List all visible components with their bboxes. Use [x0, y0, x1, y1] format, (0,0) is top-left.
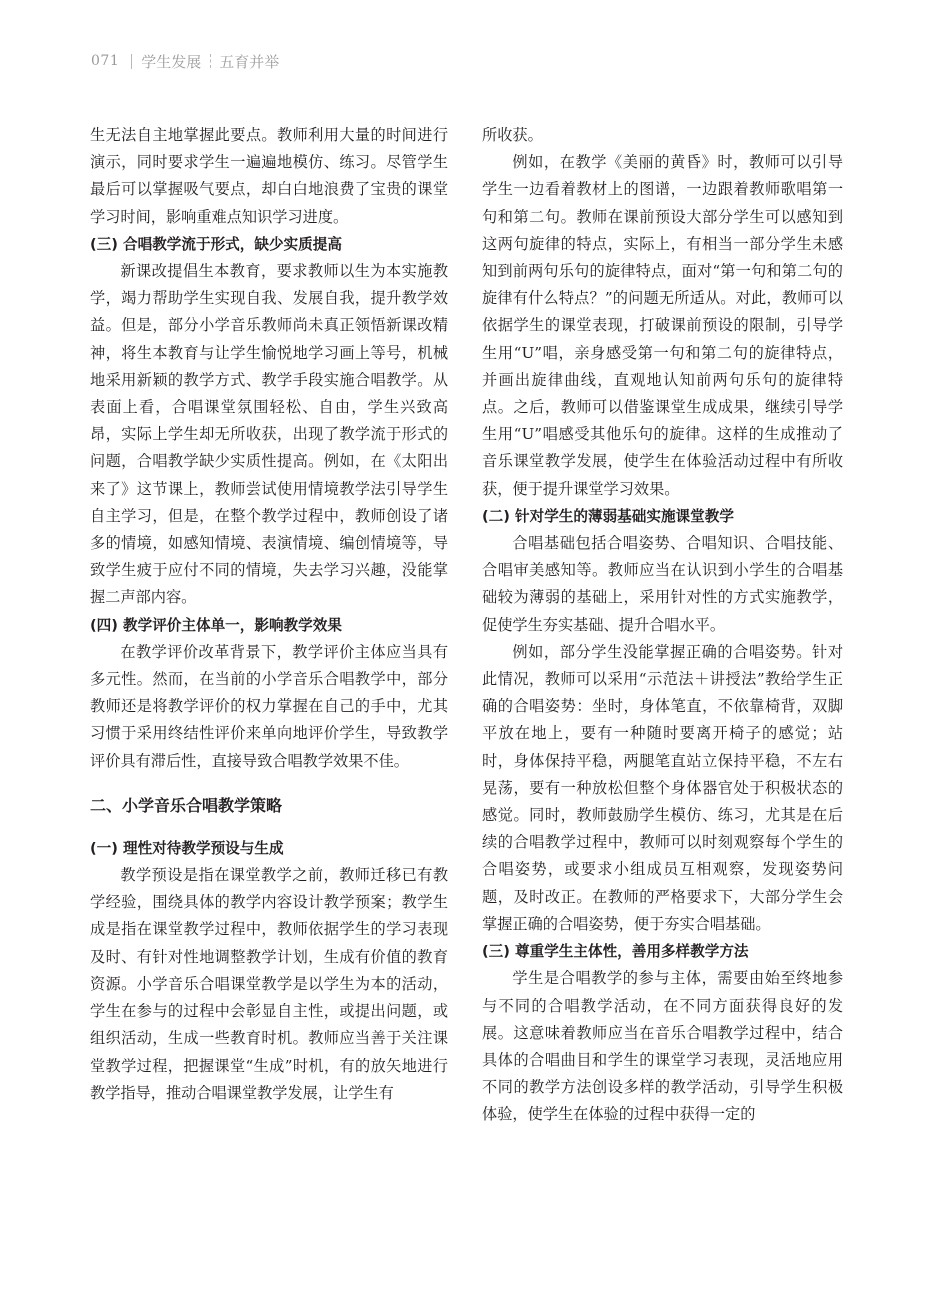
left-column	[90, 122, 448, 1107]
running-header	[91, 48, 279, 74]
right-column	[482, 122, 843, 1129]
paragraph: 学生是合唱教学的参与主体，需要由始至终地参与不同的合唱教学活动，在不同方面获得良好的发展。这意味着教师应当在音乐合唱教学过程中，结合具体的合唱曲目和学生的课堂学习表现，灵活地应用不同的教学方法创设多样的教学活动，引导学生积极体验，使学生在体验的过程中获得一定的	[482, 969, 843, 1124]
section-heading: (二) 针对学生的薄弱基础实施课堂教学	[482, 507, 734, 525]
paragraph: 例如，在教学《美丽的黄昏》时，教师可以引导学生一边看着教材上的图谱，一边跟着教师歌唱第一句和第二句。教师在课前预设大部分学生可以感知到这两句旋律的特点，实际上，有相当一部分学生未感知到前两句乐句的旋律特点，面对“第一句和第二句的旋律有什么特点？”的问题无所适从。对此，教师可以依据学生的课堂表现，打破课前预设的限制，引导学生用“U”唱，亲身感受第一句和第二句的旋律特点，并画出旋律曲线，直观地认知前两句乐句的旋律特点。之后，教师可以借鉴课堂生成成果，继续引导学生用“U”唱感受其他乐句的旋律。这样的生成推动了音乐课堂教学发展，使学生在体验活动过程中有所收获，便于提升课堂学习效果。	[482, 153, 843, 498]
paragraph: 例如，部分学生没能掌握正确的合唱姿势。针对此情况，教师可以采用“示范法＋讲授法”教给学生正确的合唱姿势：坐时，身体笔直，不依靠椅背，双脚平放在地上，要有一种随时要离开椅子的感觉；站时，身体保持平稳，两腿笔直站立保持平稳，不左右晃荡，要有一种放松但整个身体器官处于积极状态的感觉。同时，教师鼓励学生模仿、练习，尤其是在后续的合唱教学过程中，教师可以时刻观察每个学生的合唱姿势，或要求小组成员互相观察，发现姿势问题，及时改正。在教师的严格要求下，大部分学生会掌握正确的合唱姿势，便于夯实合唱基础。	[482, 642, 843, 933]
header-subsection: 五育并举	[219, 52, 280, 71]
header-dashed-divider	[210, 54, 211, 68]
paragraph: 在教学评价改革背景下，教学评价主体应当具有多元性。然而，在当前的小学音乐合唱教学中，部分教师还是将教学评价的权力掌握在自己的手中，尤其习惯于采用终结性评价来单向地评价学生，导致教学评价具有滞后性，直接导致合唱教学效果不佳。	[90, 642, 448, 770]
paragraph: 教学预设是指在课堂教学之前，教师迁移已有教学经验，围绕具体的教学内容设计教学预案；教学生成是指在课堂教学过程中，教师依据学生的学习表现及时、有针对性地调整教学计划，生成有价值的教育资源。小学音乐合唱课堂教学是以学生为本的活动，学生在参与的过程中会彰显自主性，或提出问题，或组织活动，生成一些教育时机。教师应当善于关注课堂教学过程，把握课堂“生成”时机，有的放矢地进行教学指导，推动合唱课堂教学发展，让学生有	[90, 866, 448, 1102]
header-divider	[131, 54, 132, 69]
paragraph: 合唱基础包括合唱姿势、合唱知识、合唱技能、合唱审美感知等。教师应当在认识到小学生的合唱基础较为薄弱的基础上，采用针对性的方式实施教学，促使学生夯实基础、提升合唱水平。	[482, 534, 843, 634]
section-heading: (三) 合唱教学流于形式，缺少实质提高	[90, 235, 342, 253]
chapter-heading: 二、小学音乐合唱教学策略	[90, 795, 283, 815]
header-section: 学生发展	[141, 52, 202, 71]
section-heading: (一) 理性对待教学预设与生成	[90, 839, 284, 857]
page-number: 071	[91, 53, 120, 69]
paragraph: 新课改提倡生本教育，要求教师以生为本实施教学，竭力帮助学生实现自我、发展自我，提升教学效益。但是，部分小学音乐教师尚未真正领悟新课改精神，将生本教育与让学生愉悦地学习画上等号，机械地采用新颖的教学方式、教学手段实施合唱教学。从表面上看，合唱课堂氛围轻松、自由，学生兴致高昂，实际上学生却无所收获，出现了教学流于形式的问题，合唱教学缺少实质性提高。例如，在《太阳出来了》这节课上，教师尝试使用情境教学法引导学生自主学习，但是，在整个教学过程中，教师创设了诸多的情境，如感知情境、表演情境、编创情境等，导致学生疲于应付不同的情境，失去学习兴趣，没能掌握二声部内容。	[90, 262, 448, 607]
paragraph: 所收获。	[482, 126, 543, 144]
section-heading: (三) 尊重学生主体性，善用多样教学方法	[482, 943, 749, 961]
paragraph: 生无法自主地掌握此要点。教师利用大量的时间进行演示，同时要求学生一遍遍地模仿、练习。尽管学生最后可以掌握吸气要点，却白白地浪费了宝贵的课堂学习时间，影响重难点知识学习进度。	[90, 126, 448, 226]
section-heading: (四) 教学评价主体单一，影响教学效果	[90, 616, 342, 634]
